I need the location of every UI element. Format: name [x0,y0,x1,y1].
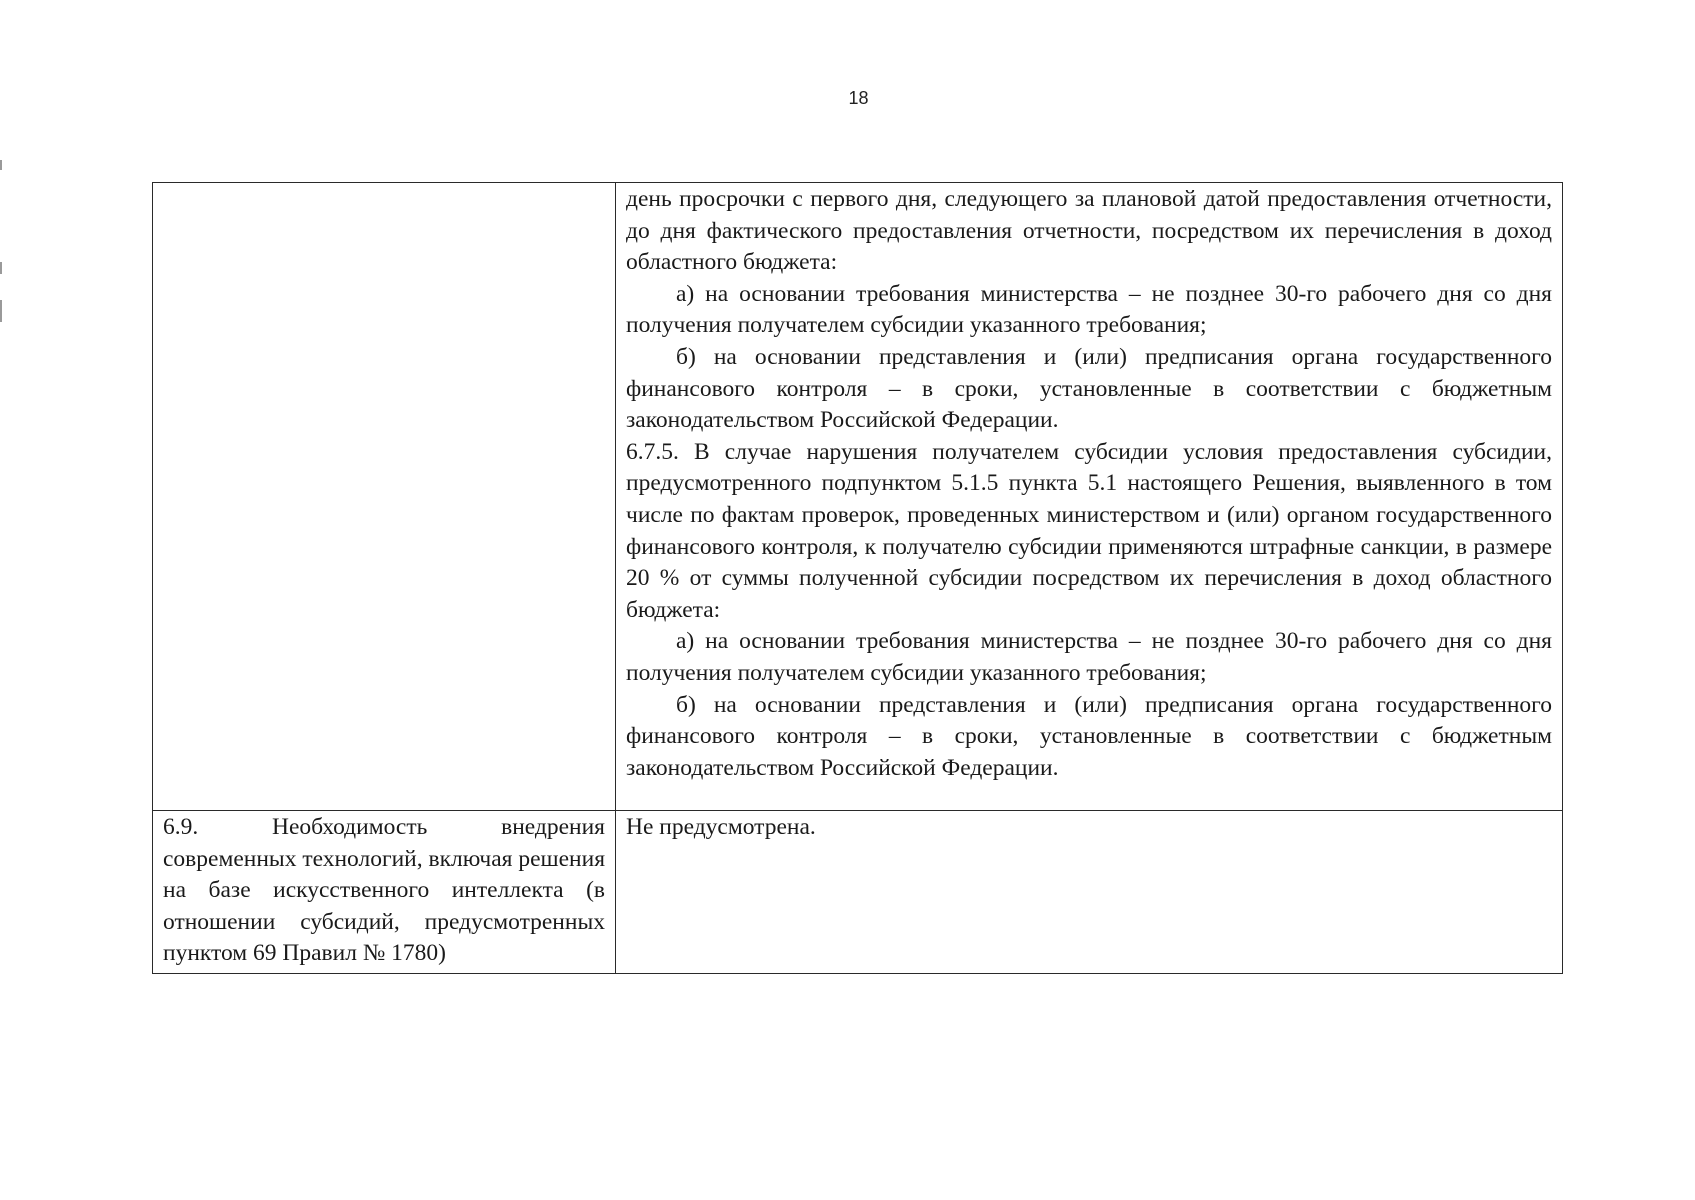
clause-6-9-value: Не предусмотрена. [626,814,816,840]
scan-edge-mark [0,160,2,170]
paragraph-item-a: а) на основании требования министерства – не позднее 30-го рабочего дня со дня получения получателем субсидии указанного требования; [626,280,1552,339]
table-cell-left [153,811,616,974]
paragraph-item-b: б) на основании представления и (или) предписания органа государственного финансового контроля – в сроки, установленные в соответствии с бюджетным законодательством Российской Федерации. [626,691,1552,781]
paragraph-overdue-continuation: день просрочки с первого дня, следующего за плановой датой предоставления отчетности, до дня фактического предоставления отчетности, посредством их перечисления в доход областного бюджета: [626,186,1552,276]
scan-edge-mark [0,262,2,274]
clause-6-9-label: 6.9. Необходимость внедрения современных технологий, включая решения на базе искусственного интеллекта (в отношении субсидий, предусмотренных пунктом 69 Правил № 1780) [163,814,606,967]
scan-edge-mark [0,300,2,322]
paragraph-item-a: а) на основании требования министерства – не позднее 30-го рабочего дня со дня получения получателем субсидии указанного требования; [626,628,1552,686]
page-number: 18 [848,88,869,108]
paragraph-clause-6-7-5: 6.7.5. В случае нарушения получателем субсидии условия предоставления субсидии, предусмотренного подпунктом 5.1.5 пункта 5.1 настоящего Решения, выявленного в том числе по фактам проверок, проведенных министерством и (или) органом государственного финансового контроля, к получателю субсидии применяются штрафные санкции, в размере 20 % от суммы полученной субсидии посредством их перечисления в доход областного бюджета: [626,438,1552,623]
paragraph-item-b: б) на основании представления и (или) предписания органа государственного финансового контроля – в сроки, установленные в соответствии с бюджетным законодательством Российской Федерации. [626,343,1552,434]
table-cell-right [616,183,1563,811]
requirements-table [152,182,1563,974]
table-row [153,183,1563,811]
table-cell-right [616,811,1563,974]
table-row [153,811,1563,974]
table-cell-left-empty [153,183,616,811]
